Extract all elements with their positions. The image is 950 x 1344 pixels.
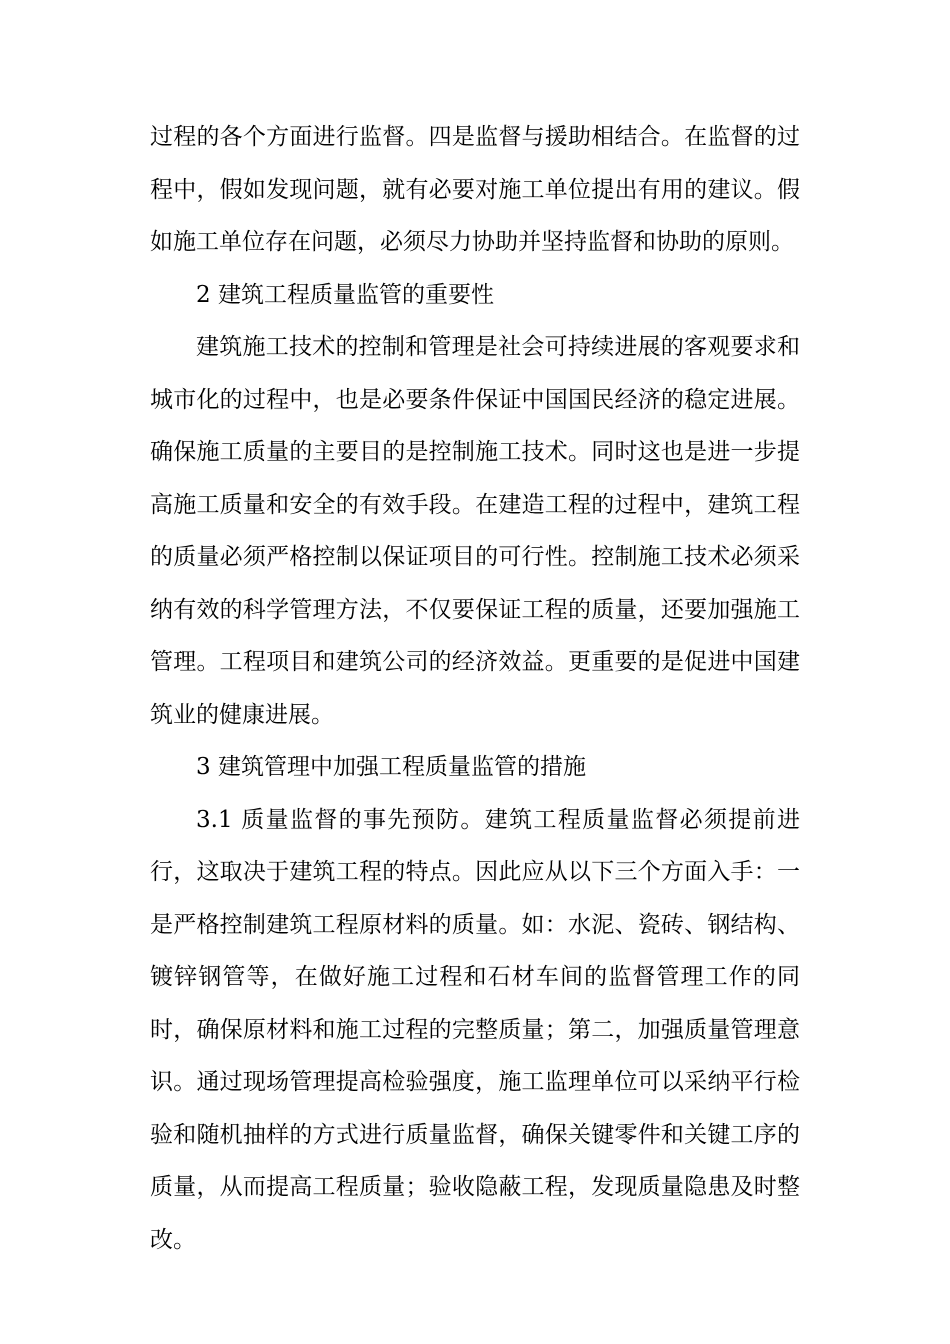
document-body <box>150 111 800 1266</box>
paragraph-prevention: 3.1 质量监督的事先预防。建筑工程质量监督必须提前进行，这取决于建筑工程的特点。因此应从以下三个方面入手：一是严格控制建筑工程原材料的质量。如：水泥、瓷砖、钢结构、镀锌钢管等，在做好施工过程和石材车间的监督管理工作的同时，确保原材料和施工过程的完整质量；第二，加强质量管理意识。通过现场管理提高检验强度，施工监理单位可以采纳平行检验和随机抽样的方式进行质量监督，确保关键零件和关键工序的质量，从而提高工程质量；验收隐蔽工程，发现质量隐患及时整改。 <box>150 806 800 1253</box>
paragraph-supervision-continued: 过程的各个方面进行监督。四是监督与援助相结合。在监督的过程中，假如发现问题，就有必要对施工单位提出有用的建议。假如施工单位存在问题，必须尽力协助并坚持监督和协助的原则。 <box>150 124 800 255</box>
section-heading-3: 3 建筑管理中加强工程质量监管的措施 <box>196 754 586 780</box>
paragraph-importance: 建筑施工技术的控制和管理是社会可持续进展的客观要求和城市化的过程中，也是必要条件保证中国国民经济的稳定进展。确保施工质量的主要目的是控制施工技术。同时这也是进一步提高施工质量和安全的有效手段。在建造工程的过程中，建筑工程的质量必须严格控制以保证项目的可行性。控制施工技术必须采纳有效的科学管理方法，不仅要保证工程的质量，还要加强施工管理。工程项目和建筑公司的经济效益。更重要的是促进中国建筑业的健康进展。 <box>150 334 800 728</box>
section-heading-2: 2 建筑工程质量监管的重要性 <box>196 281 494 308</box>
